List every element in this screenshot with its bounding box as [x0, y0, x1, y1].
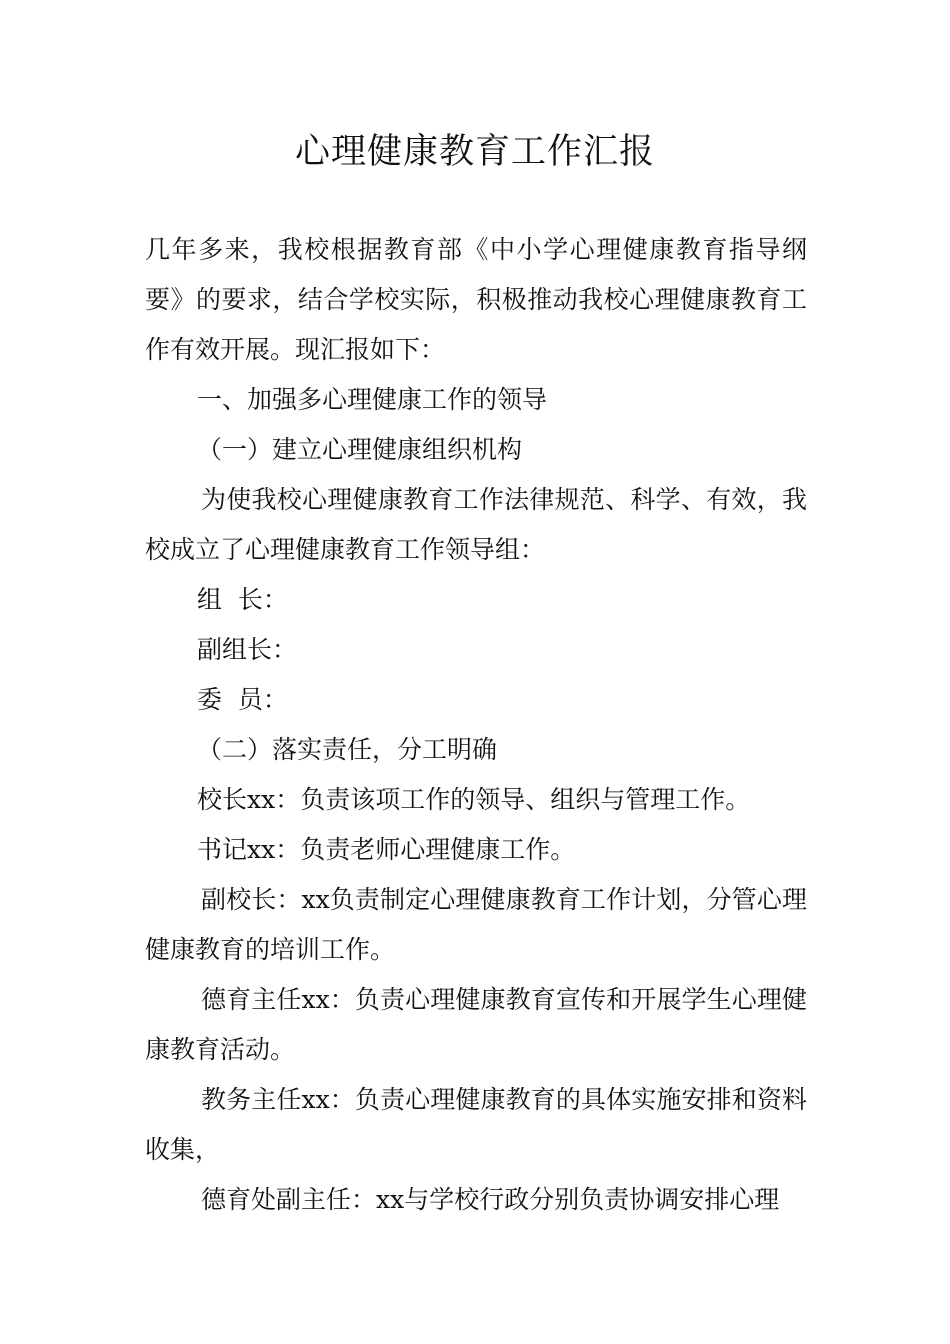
academic-affairs-director-duty: 教务主任xx：负责心理健康教育的具体实施安排和资料收集， [145, 1085, 807, 1164]
deputy-leader-line: 副组长： [197, 635, 298, 664]
leader-line: 组 长： [197, 585, 288, 614]
section-heading-1: 一、加强多心理健康工作的领导 [197, 385, 548, 414]
intro-paragraph: 几年多来，我校根据教育部《中小学心理健康教育指导纲要》的要求，结合学校实际，积极推动我校心理健康教育工作有效开展。现汇报如下： [145, 235, 807, 364]
subsection-heading-2: （二）落实责任，分工明确 [197, 735, 498, 764]
member-line: 委 员： [197, 685, 288, 714]
body-paragraph: 为使我校心理健康教育工作法律规范、科学、有效，我校成立了心理健康教育工作领导组： [145, 485, 807, 564]
principal-duty: 校长xx：负责该项工作的领导、组织与管理工作。 [197, 785, 751, 814]
deputy-director-duty: 德育处副主任：xx与学校行政分别负责协调安排心理 [201, 1185, 780, 1214]
moral-education-director-duty: 德育主任xx：负责心理健康教育宣传和开展学生心理健康教育活动。 [145, 985, 807, 1064]
document-body [145, 225, 807, 1225]
subsection-heading-1: （一）建立心理健康组织机构 [197, 435, 523, 464]
secretary-duty: 书记xx：负责老师心理健康工作。 [197, 835, 576, 864]
document-title: 心理健康教育工作汇报 [294, 132, 655, 172]
vice-principal-duty: 副校长：xx负责制定心理健康教育工作计划，分管心理健康教育的培训工作。 [145, 885, 807, 964]
